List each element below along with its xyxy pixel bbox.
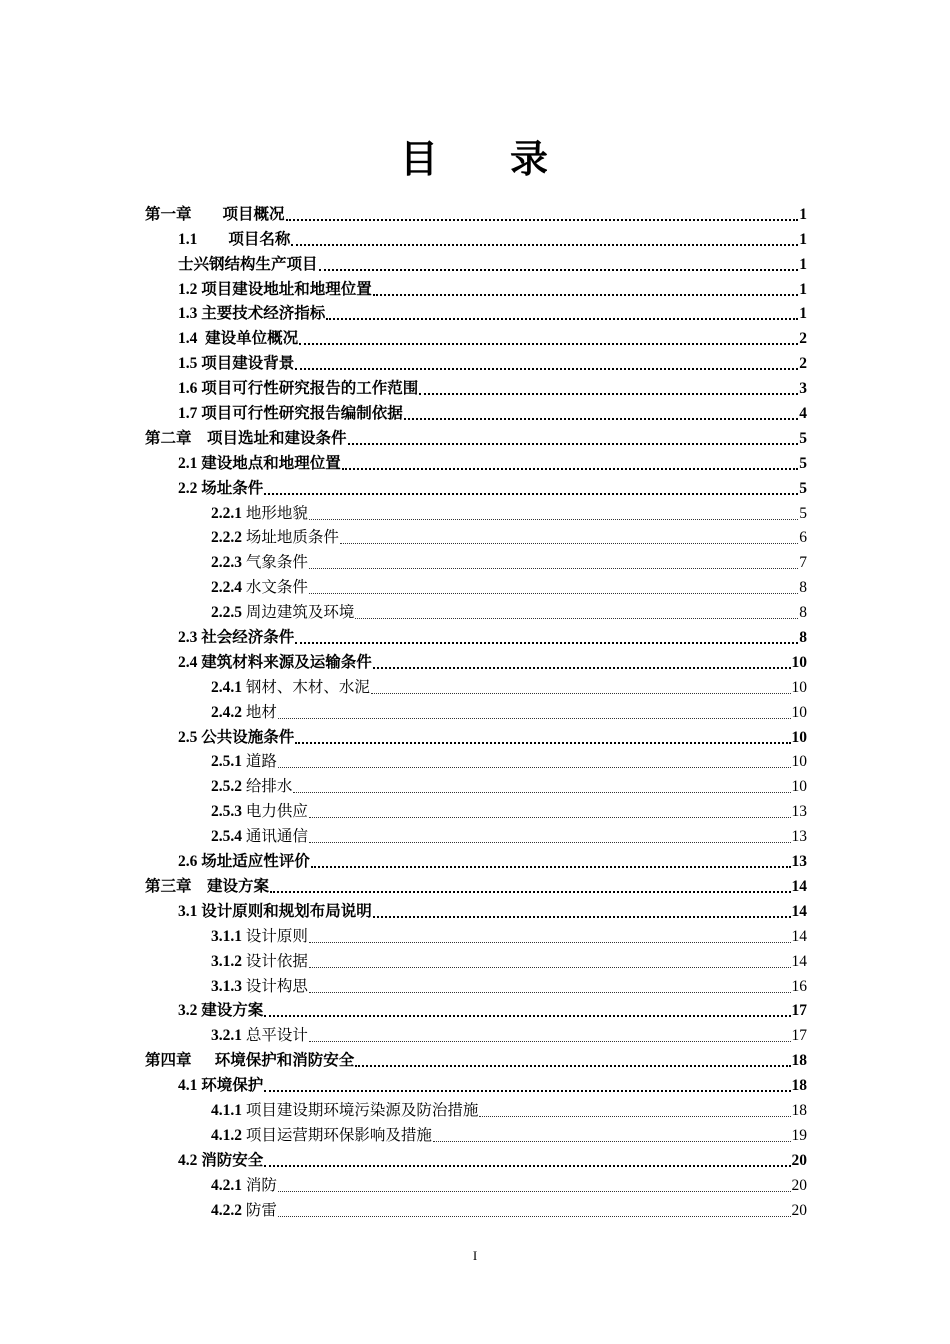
toc-entry-text: 建设方案 — [207, 877, 270, 895]
toc-dot-leader — [371, 683, 791, 694]
toc-entry-text: 环境保护和消防安全 — [214, 1052, 355, 1070]
toc-entry-text: 项目概况 — [222, 205, 285, 223]
toc-entry-page: 8 — [799, 604, 807, 622]
toc-entry-label — [211, 1026, 308, 1046]
toc-entry-text: 给排水 — [245, 778, 293, 796]
toc-entry-text: 总平设计 — [245, 1027, 308, 1045]
toc-entry-text: 士兴钢结构生产项目 — [178, 255, 318, 273]
toc-entry-page: 4 — [799, 405, 807, 423]
toc-entry[interactable] — [145, 449, 807, 474]
toc-entry-label — [145, 205, 285, 225]
toc-entry-number: 2.5.1 — [211, 753, 242, 771]
toc-entry-text: 项目建设期环境污染源及防治措施 — [245, 1101, 479, 1119]
toc-entry-page: 10 — [791, 778, 807, 796]
toc-entry-label — [178, 1076, 263, 1096]
toc-entry-label — [145, 429, 347, 449]
toc-entry[interactable] — [145, 698, 807, 723]
toc-dot-leader — [433, 1131, 791, 1142]
toc-entry-number: 4.1.2 — [211, 1126, 242, 1144]
toc-entry-page: 17 — [791, 1027, 807, 1045]
toc-entry[interactable] — [145, 872, 807, 897]
toc-entry-page: 5 — [799, 504, 807, 522]
toc-entry[interactable] — [145, 573, 807, 598]
toc-entry-page: 14 — [791, 952, 807, 970]
toc-entry-label — [211, 678, 370, 698]
toc-entry-number: 4.2 — [178, 1151, 198, 1169]
page-number: I — [472, 1248, 478, 1263]
toc-entry-number: 1.2 — [178, 280, 198, 298]
toc-entry[interactable] — [145, 648, 807, 673]
toc-dot-leader — [340, 533, 798, 544]
toc-entry-label — [211, 703, 277, 723]
toc-entry-text: 钢材、木材、水泥 — [245, 678, 370, 696]
toc-entry[interactable] — [145, 524, 807, 549]
toc-dot-leader — [270, 881, 790, 893]
toc-dot-leader — [278, 757, 791, 768]
toc-dot-leader — [264, 483, 798, 495]
toc-entry-page: 2 — [799, 355, 807, 373]
toc-dot-leader — [479, 1106, 790, 1117]
toc-entry-text: 社会经济条件 — [201, 629, 295, 647]
toc-entry-number: 2.2.3 — [211, 554, 242, 572]
toc-entry-label — [178, 404, 403, 424]
toc-entry-gap — [192, 878, 208, 895]
toc-entry-label — [178, 379, 418, 399]
toc-entry-page: 3 — [799, 380, 807, 398]
toc-entry-number: 第四章 — [145, 1052, 192, 1070]
toc-entry-label — [211, 1126, 432, 1146]
toc-entry[interactable] — [145, 1146, 807, 1171]
toc-entry-gap — [197, 231, 228, 248]
toc-dot-leader — [295, 358, 798, 370]
toc-entry[interactable] — [145, 673, 807, 698]
toc-dot-leader — [309, 807, 791, 818]
toc-entry-number: 第三章 — [145, 877, 192, 895]
toc-entry-page: 13 — [791, 853, 807, 871]
toc-entry-number: 1.4 — [178, 330, 198, 348]
toc-entry-label — [211, 802, 308, 822]
toc-dot-leader — [278, 708, 791, 719]
toc-entry-label — [178, 728, 294, 748]
toc-entry-label — [178, 852, 310, 872]
toc-entry-text: 项目可行性研究报告的工作范围 — [201, 380, 419, 398]
toc-entry-label — [145, 1051, 354, 1071]
toc-entry-number: 4.2.2 — [211, 1201, 242, 1219]
title-char-2: 录 — [510, 139, 551, 181]
toc-dot-leader — [309, 982, 791, 993]
toc-entry-page: 20 — [791, 1151, 807, 1169]
toc-entry-page: 10 — [791, 728, 807, 746]
toc-entry-page: 20 — [791, 1176, 807, 1194]
toc-dot-leader — [326, 308, 798, 320]
toc-entry-number: 3.1.1 — [211, 927, 242, 945]
toc-entry-text: 建设方案 — [201, 1002, 264, 1020]
toc-entry-page: 2 — [799, 330, 807, 348]
toc-entry-page: 18 — [791, 1077, 807, 1095]
toc-entry-page: 20 — [791, 1201, 807, 1219]
toc-entry-page: 13 — [791, 828, 807, 846]
toc-entry-number: 1.1 — [178, 230, 198, 248]
toc-dot-leader — [295, 632, 798, 644]
toc-entry-number: 2.2.5 — [211, 604, 242, 622]
toc-entry-text: 项目选址和建设条件 — [207, 429, 347, 447]
toc-entry-label — [145, 877, 269, 897]
toc-entry-text: 设计构思 — [245, 977, 308, 995]
toc-entry-text: 环境保护 — [201, 1077, 264, 1095]
toc-dot-leader — [319, 259, 799, 271]
toc-entry-number: 3.2 — [178, 1002, 198, 1020]
toc-dot-leader — [309, 1031, 791, 1042]
toc-entry-text: 场址条件 — [201, 479, 264, 497]
toc-entry-page: 19 — [791, 1126, 807, 1144]
toc-entry-label — [178, 255, 318, 275]
toc-entry-number: 1.7 — [178, 405, 198, 423]
toc-entry[interactable] — [145, 748, 807, 773]
toc-entry-text: 场址适应性评价 — [201, 853, 310, 871]
toc-entry-number: 2.6 — [178, 853, 198, 871]
toc-entry-label — [178, 280, 372, 300]
toc-entry-text: 建设地点和地理位置 — [201, 454, 341, 472]
toc-dot-leader — [342, 458, 798, 470]
toc-entry-page: 1 — [799, 205, 807, 223]
toc-entry-text: 项目建设背景 — [201, 355, 295, 373]
toc-entry-page: 1 — [799, 230, 807, 248]
toc-entry-label — [211, 1201, 277, 1221]
toc-entry[interactable] — [145, 997, 807, 1022]
toc-entry[interactable] — [145, 250, 807, 275]
toc-entry-number: 4.1.1 — [211, 1101, 242, 1119]
toc-entry-label — [178, 902, 372, 922]
toc-entry[interactable] — [145, 1046, 807, 1071]
toc-entry-label — [178, 1001, 263, 1021]
toc-dot-leader — [373, 284, 798, 296]
toc-entry-number: 第一章 — [145, 205, 192, 223]
toc-entry-gap — [192, 1052, 215, 1069]
toc-entry-label — [178, 479, 263, 499]
toc-entry[interactable] — [145, 349, 807, 374]
toc-entry-page: 5 — [799, 454, 807, 472]
toc-entry-label — [211, 777, 292, 797]
toc-entry-text: 地材 — [245, 703, 277, 721]
toc-entry[interactable] — [145, 772, 807, 797]
toc-entry-text: 防雷 — [245, 1201, 277, 1219]
toc-entry-text: 水文条件 — [245, 579, 308, 597]
toc-entry[interactable] — [145, 1196, 807, 1221]
toc-entry-page: 10 — [791, 678, 807, 696]
toc-entry-text: 气象条件 — [245, 554, 308, 572]
toc-entry[interactable] — [145, 1071, 807, 1096]
toc-entry-page: 10 — [791, 653, 807, 671]
toc-dot-leader — [355, 608, 798, 619]
toc-entry-label — [211, 528, 339, 548]
toc-entry-label — [211, 1176, 277, 1196]
toc-dot-leader — [286, 209, 799, 221]
toc-entry-label — [211, 827, 308, 847]
toc-entry-page: 10 — [791, 703, 807, 721]
toc-entry[interactable] — [145, 399, 807, 424]
toc-entry-number: 4.1 — [178, 1077, 198, 1095]
toc-entry[interactable] — [145, 474, 807, 499]
toc-entry-page: 17 — [791, 1002, 807, 1020]
toc-dot-leader — [373, 657, 791, 669]
toc-entry-page: 16 — [791, 977, 807, 995]
toc-entry-label — [178, 354, 294, 374]
toc-dot-leader — [419, 383, 798, 395]
toc-dot-leader — [373, 906, 791, 918]
toc-entry-page: 1 — [799, 305, 807, 323]
toc-entry-page: 1 — [799, 255, 807, 273]
toc-entry[interactable] — [145, 300, 807, 325]
toc-entry-text: 电力供应 — [245, 803, 308, 821]
toc-entry-number: 2.5.3 — [211, 803, 242, 821]
toc-entry-label — [211, 553, 308, 573]
toc-entry-label — [211, 927, 308, 947]
table-of-contents — [145, 200, 807, 1221]
toc-entry[interactable] — [145, 623, 807, 648]
toc-entry-text: 场址地质条件 — [245, 529, 339, 547]
toc-entry-label — [178, 304, 325, 324]
toc-entry-page: 6 — [799, 529, 807, 547]
toc-entry-text: 公共设施条件 — [201, 728, 295, 746]
toc-entry[interactable] — [145, 374, 807, 399]
toc-entry-text: 设计原则 — [245, 927, 308, 945]
toc-dot-leader — [291, 234, 798, 246]
toc-entry-number: 3.1.3 — [211, 977, 242, 995]
toc-entry-number: 2.2 — [178, 479, 198, 497]
toc-entry-label — [178, 230, 290, 250]
toc-entry-text: 建筑材料来源及运输条件 — [201, 653, 372, 671]
toc-dot-leader — [309, 957, 791, 968]
toc-dot-leader — [309, 832, 791, 843]
toc-entry[interactable] — [145, 1171, 807, 1196]
toc-dot-leader — [295, 732, 790, 744]
toc-entry-label — [178, 628, 294, 648]
toc-entry-text: 建设单位概况 — [205, 330, 299, 348]
toc-entry-text: 通讯通信 — [245, 828, 308, 846]
toc-entry-text: 道路 — [245, 753, 277, 771]
toc-entry[interactable] — [145, 598, 807, 623]
toc-entry-page: 10 — [791, 753, 807, 771]
toc-entry-text: 消防安全 — [201, 1151, 264, 1169]
toc-entry-number: 第二章 — [145, 429, 192, 447]
toc-entry-label — [211, 603, 354, 623]
toc-entry[interactable] — [145, 200, 807, 225]
toc-entry-number: 2.4.1 — [211, 678, 242, 696]
toc-dot-leader — [264, 1080, 790, 1092]
toc-entry[interactable] — [145, 1121, 807, 1146]
toc-entry[interactable] — [145, 723, 807, 748]
toc-entry-number: 2.2.4 — [211, 579, 242, 597]
toc-entry-text: 项目建设地址和地理位置 — [201, 280, 372, 298]
toc-entry-number: 3.1 — [178, 902, 198, 920]
toc-entry-page: 8 — [799, 579, 807, 597]
toc-dot-leader — [278, 1206, 791, 1217]
toc-entry-number: 2.3 — [178, 629, 198, 647]
toc-entry-text: 地形地貌 — [245, 504, 308, 522]
toc-entry-page: 8 — [799, 629, 807, 647]
toc-entry-number: 2.5.2 — [211, 778, 242, 796]
toc-entry-gap — [197, 330, 205, 347]
toc-dot-leader — [311, 856, 791, 868]
toc-entry[interactable] — [145, 499, 807, 524]
toc-dot-leader — [404, 408, 798, 420]
toc-entry-text: 设计依据 — [245, 952, 308, 970]
toc-entry-page: 7 — [799, 554, 807, 572]
toc-entry-text: 项目名称 — [228, 230, 291, 248]
toc-entry-number: 1.3 — [178, 305, 198, 323]
toc-entry[interactable] — [145, 1096, 807, 1121]
toc-dot-leader — [278, 1181, 791, 1192]
toc-dot-leader — [309, 932, 791, 943]
toc-dot-leader — [264, 1155, 790, 1167]
toc-entry[interactable] — [145, 972, 807, 997]
toc-entry-number: 3.2.1 — [211, 1027, 242, 1045]
toc-entry[interactable] — [145, 324, 807, 349]
toc-dot-leader — [309, 509, 798, 520]
toc-entry-number: 2.2.1 — [211, 504, 242, 522]
toc-entry-text: 主要技术经济指标 — [201, 305, 326, 323]
toc-dot-leader — [348, 433, 799, 445]
toc-dot-leader — [309, 583, 798, 594]
toc-entry-label — [178, 1151, 263, 1171]
toc-entry-text: 消防 — [245, 1176, 277, 1194]
toc-entry-label — [211, 952, 308, 972]
toc-entry[interactable] — [145, 897, 807, 922]
toc-entry-page: 18 — [791, 1052, 807, 1070]
toc-entry[interactable] — [145, 847, 807, 872]
toc-entry-label — [178, 653, 372, 673]
toc-dot-leader — [355, 1055, 790, 1067]
toc-entry-page: 14 — [791, 927, 807, 945]
toc-entry-gap — [192, 206, 223, 223]
toc-entry-page: 14 — [791, 877, 807, 895]
toc-entry-label — [211, 977, 308, 997]
toc-entry-page: 1 — [799, 280, 807, 298]
toc-entry-page: 5 — [799, 429, 807, 447]
toc-entry-label — [178, 329, 298, 349]
toc-entry-label — [211, 1101, 478, 1121]
toc-entry[interactable] — [145, 1021, 807, 1046]
toc-entry-page: 5 — [799, 479, 807, 497]
toc-entry-number: 2.4.2 — [211, 703, 242, 721]
toc-entry[interactable] — [145, 548, 807, 573]
toc-dot-leader — [309, 558, 798, 569]
toc-entry[interactable] — [145, 922, 807, 947]
toc-dot-leader — [264, 1005, 790, 1017]
toc-entry-page: 18 — [791, 1101, 807, 1119]
toc-entry-text: 周边建筑及环境 — [245, 604, 355, 622]
toc-entry-number: 2.5.4 — [211, 828, 242, 846]
toc-entry-label — [178, 454, 341, 474]
toc-entry[interactable] — [145, 822, 807, 847]
toc-entry-text: 设计原则和规划布局说明 — [201, 902, 372, 920]
toc-entry-text: 项目运营期环保影响及措施 — [245, 1126, 432, 1144]
toc-entry-text: 项目可行性研究报告编制依据 — [201, 405, 403, 423]
toc-entry[interactable] — [145, 275, 807, 300]
toc-entry-gap — [192, 430, 208, 447]
toc-entry-number: 4.2.1 — [211, 1176, 242, 1194]
toc-entry[interactable] — [145, 797, 807, 822]
toc-entry-number: 1.6 — [178, 380, 198, 398]
toc-dot-leader — [299, 333, 798, 345]
toc-entry-number: 1.5 — [178, 355, 198, 373]
toc-entry-page: 14 — [791, 902, 807, 920]
toc-entry-number: 2.5 — [178, 728, 198, 746]
toc-dot-leader — [293, 782, 790, 793]
toc-entry-label — [211, 578, 308, 598]
toc-entry[interactable] — [145, 225, 807, 250]
toc-entry[interactable] — [145, 424, 807, 449]
title-char-1: 目 — [399, 139, 440, 181]
toc-entry-number: 2.2.2 — [211, 529, 242, 547]
toc-entry-page: 13 — [791, 803, 807, 821]
toc-entry[interactable] — [145, 947, 807, 972]
toc-entry-number: 3.1.2 — [211, 952, 242, 970]
toc-entry-number: 2.1 — [178, 454, 198, 472]
page-title — [0, 128, 950, 183]
toc-entry-number: 2.4 — [178, 653, 198, 671]
toc-entry-label — [211, 752, 277, 772]
toc-entry-label — [211, 504, 308, 524]
